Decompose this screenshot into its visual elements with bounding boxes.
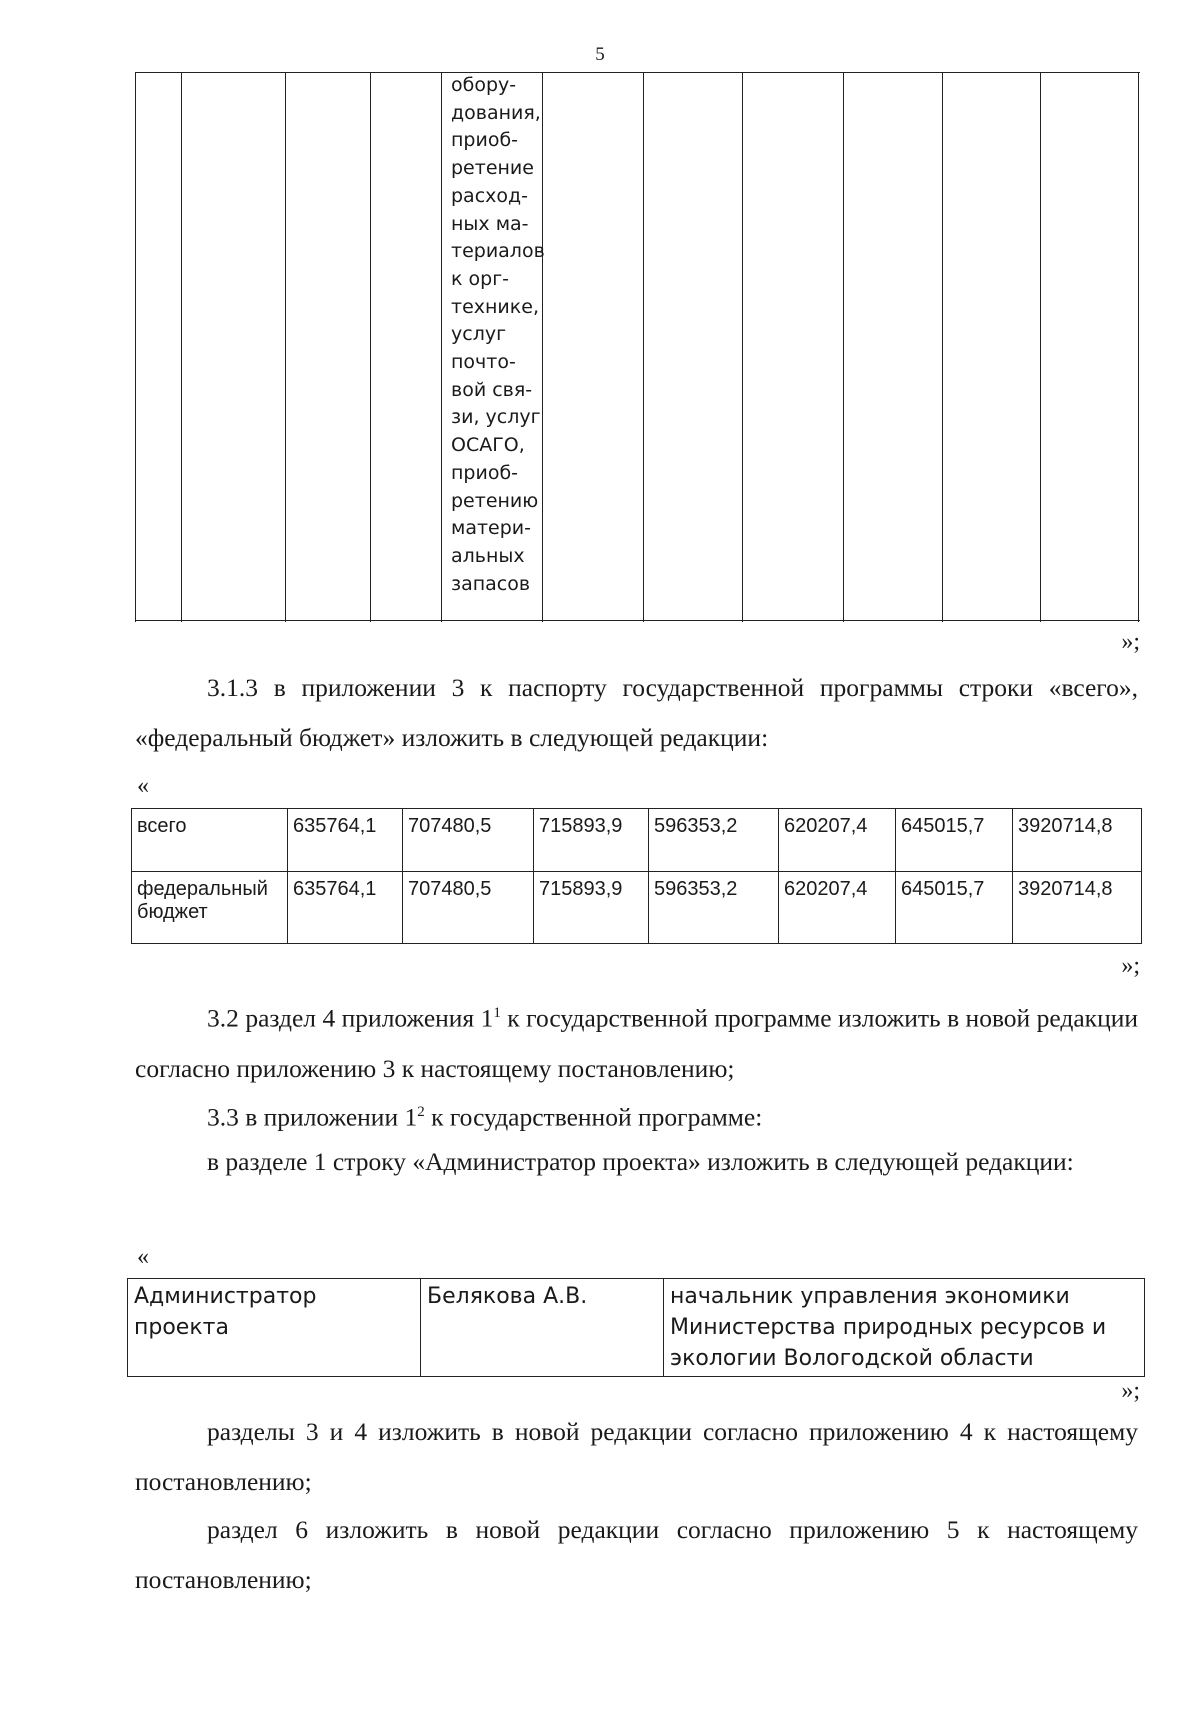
- cell-line: запасов: [451, 572, 531, 595]
- table-cell-value: 596353,2: [649, 872, 779, 944]
- cell-line: к орг-: [451, 267, 510, 290]
- paragraph-3-3: [135, 1087, 1138, 1143]
- page-number: 5: [595, 44, 605, 65]
- cell-line: технике,: [451, 295, 539, 318]
- cell-line: почто-: [451, 351, 516, 374]
- administrator-label: Администратор проекта: [128, 1279, 421, 1377]
- cell-line: ретение: [451, 157, 534, 180]
- cell-line: расход-: [451, 184, 529, 207]
- paragraph-3-3-end: к государственной программе:: [424, 1102, 763, 1132]
- superscript-1: 1: [493, 1005, 501, 1021]
- continuation-table: [135, 72, 1140, 622]
- paragraph-sections-3-4: разделы 3 и 4 изложить в новой редакции согласно приложению 4 к настоящему постановлению;: [135, 1417, 1138, 1496]
- cell-line: матери-: [451, 517, 531, 540]
- table-cell-value: 596353,2: [649, 809, 779, 872]
- table-cell-value: 3920714,8: [1013, 872, 1142, 944]
- table-cell-value: 645015,7: [896, 872, 1013, 944]
- cell-line: приоб-: [451, 129, 519, 152]
- cell-line: ретению: [451, 489, 539, 512]
- cell-line: обору-: [451, 74, 517, 96]
- administrator-table: [127, 1278, 1145, 1377]
- table-cell-value: 3920714,8: [1013, 809, 1142, 872]
- paragraph-3-2-end: к государственной программе изложить в новой редакции согласно приложению 3 к настоящему постановлению;: [135, 1003, 1139, 1083]
- cell-line: вой свя-: [451, 378, 533, 401]
- table-cell-value: 707480,5: [403, 872, 534, 944]
- table-cell-value: 635764,1: [288, 872, 403, 944]
- closing-quote-2: »;: [1121, 953, 1140, 979]
- cell-line: дования,: [451, 101, 541, 124]
- administrator-name: Белякова А.В.: [421, 1279, 664, 1377]
- table-cell-value: 715893,9: [534, 809, 649, 872]
- cell-line: альных: [451, 544, 525, 567]
- cell-line: зи, услуг: [451, 406, 541, 429]
- row-label: федеральный бюджет: [132, 872, 288, 944]
- cell-line: услуг: [451, 323, 507, 346]
- row-label: всего: [132, 809, 288, 872]
- table-cell-value: 620207,4: [779, 872, 896, 944]
- cell-line: териалов: [451, 240, 545, 263]
- table-cell-value: 707480,5: [403, 809, 534, 872]
- table-cell-description: [445, 72, 551, 598]
- paragraph-3-2: [135, 988, 1138, 1094]
- cell-line: ных ма-: [451, 212, 529, 235]
- table-cell-value: 620207,4: [779, 809, 896, 872]
- financing-table: [131, 808, 1142, 944]
- paragraph-3-2-start: 3.2 раздел 4 приложения 1: [207, 1003, 494, 1033]
- table-row: [132, 872, 1142, 944]
- table-cell-value: 645015,7: [896, 809, 1013, 872]
- superscript-2: 2: [417, 1104, 425, 1120]
- paragraph-section-1: в разделе 1 строку «Администратор проекта» изложить в следующей редакции:: [207, 1147, 1074, 1176]
- closing-quote-3: »;: [1121, 1378, 1140, 1404]
- cell-line: ОСАГО,: [451, 434, 525, 457]
- cell-line: приоб-: [451, 461, 519, 484]
- administrator-position: начальник управления экономики Министерства природных ресурсов и экологии Вологодской области: [664, 1279, 1145, 1377]
- paragraph-section-6: раздел 6 изложить в новой редакции согласно приложению 5 к настоящему постановлению;: [135, 1515, 1138, 1594]
- opening-quote-2: «: [137, 1244, 149, 1270]
- table-row: [132, 809, 1142, 872]
- closing-quote-1: »;: [1121, 629, 1140, 655]
- opening-quote-1: «: [137, 773, 149, 799]
- paragraph-3-1-3: 3.1.3 в приложении 3 к паспорту государственной программы строки «всего», «федеральный бюджет» изложить в следующей редакции:: [135, 673, 1138, 752]
- table-cell-value: 635764,1: [288, 809, 403, 872]
- paragraph-3-3-start: 3.3 в приложении 1: [207, 1102, 418, 1132]
- table-cell-value: 715893,9: [534, 872, 649, 944]
